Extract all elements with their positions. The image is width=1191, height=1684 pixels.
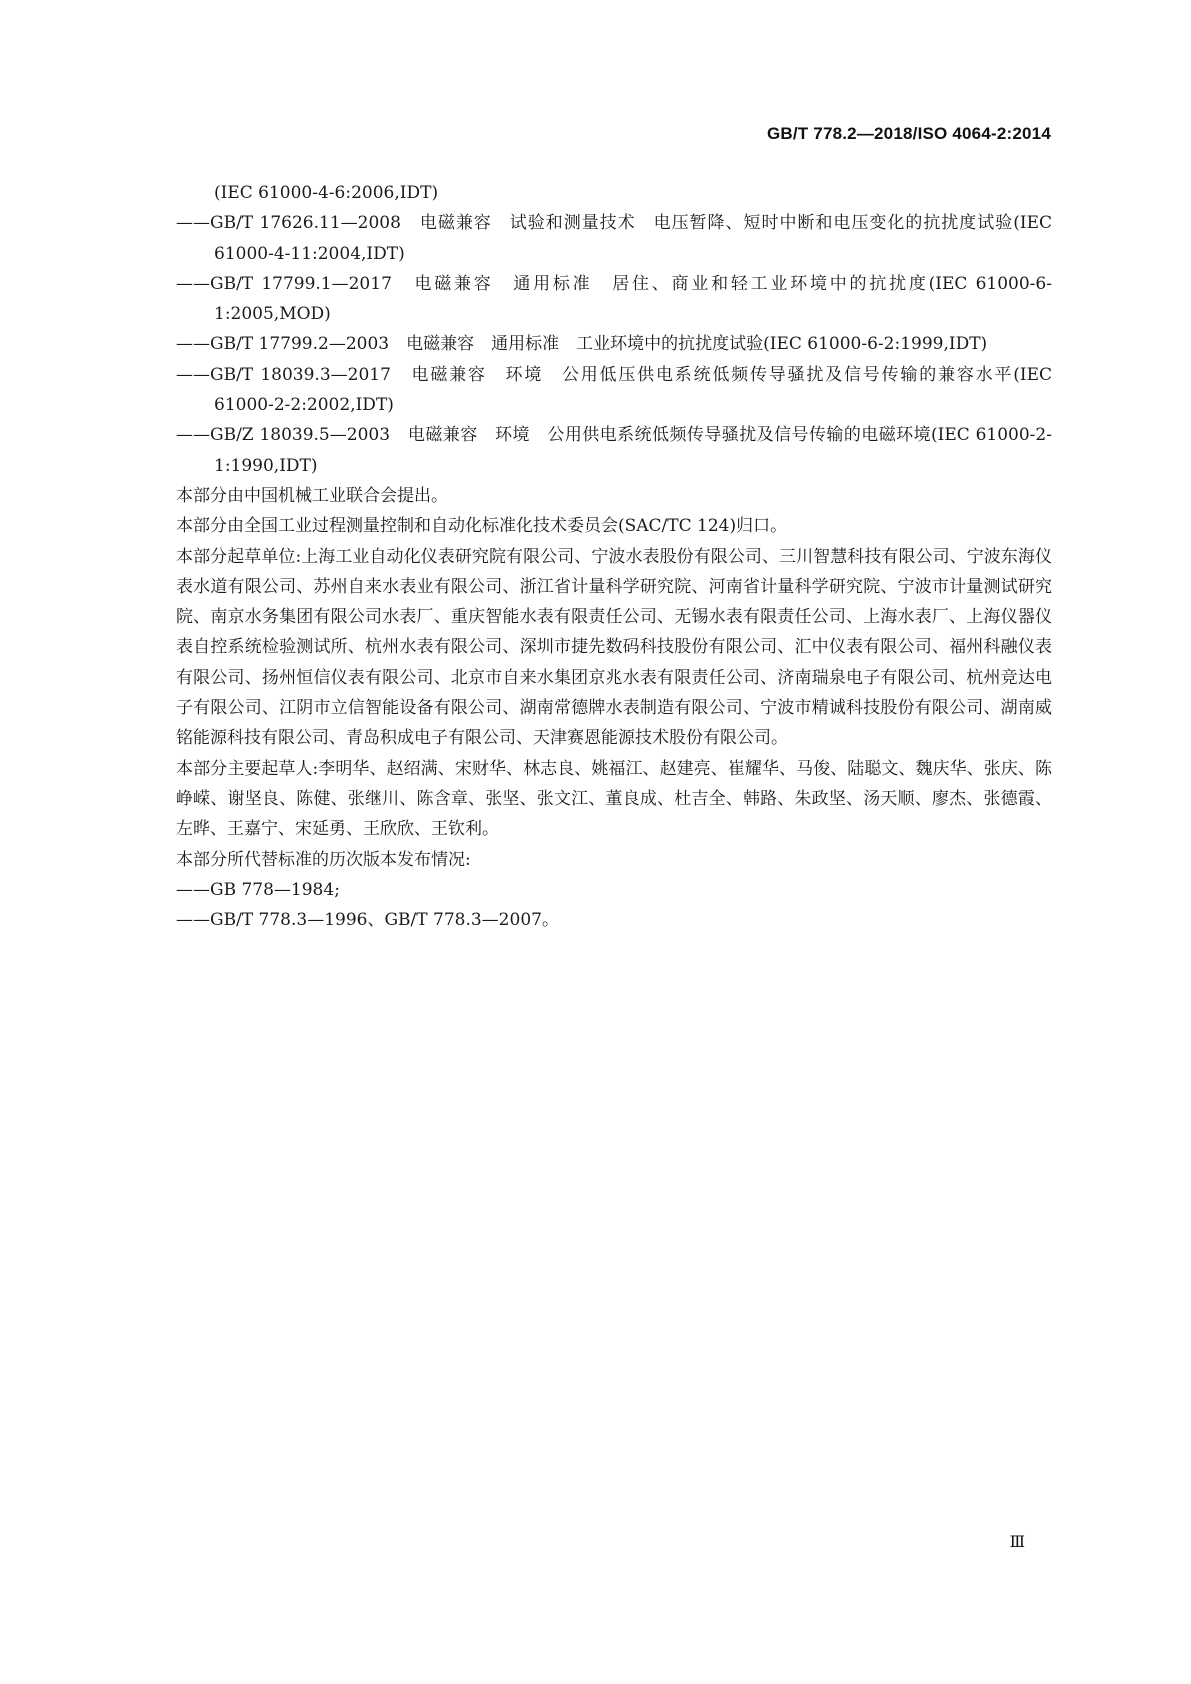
history-intro-paragraph: 本部分所代替标准的历次版本发布情况: <box>176 849 471 870</box>
drafting-units-paragraph: 本部分起草单位:上海工业自动化仪表研究院有限公司、宁波水表股份有限公司、三川智慧科技有限公司、宁波东海仪表水道有限公司、苏州自来水表业有限公司、浙江省计量科学研究院、河南省计量科学研究院、宁波市计量测试研究院、南京水务集团有限公司水表厂、重庆智能水表有限责任公司、无锡水表有限责任公司、上海水表厂、上海仪器仪表自控系统检验测试所、杭州水表有限公司、深圳市捷先数码科技股份有限公司、汇中仪表有限公司、福州科融仪表有限公司、扬州恒信仪表有限公司、北京市自来水集团京兆水表有限责任公司、济南瑞泉电子有限公司、杭州竞达电子有限公司、江阴市立信智能设备有限公司、湖南常德牌水表制造有限公司、宁波市精诚科技股份有限公司、湖南威铭能源科技有限公司、青岛积成电子有限公司、天津赛恩能源技术股份有限公司。 <box>176 546 1052 749</box>
history-item: ——GB/T 778.3—1996、GB/T 778.3—2007。 <box>176 910 559 931</box>
managed-by-paragraph: 本部分由全国工业过程测量控制和自动化标准化技术委员会(SAC/TC 124)归口。 <box>176 516 788 537</box>
reference-item: ——GB/T 17799.1—2017 电磁兼容 通用标准 居住、商业和轻工业环境中的抗扰度(IEC 61000-6-1:2005,MOD) <box>176 273 1052 325</box>
reference-item: ——GB/Z 18039.5—2003 电磁兼容 环境 公用供电系统低频传导骚扰及信号传输的电磁环境(IEC 61000-2-1:1990,IDT) <box>176 425 1052 476</box>
standard-number-header: GB/T 778.2—2018/ISO 4064-2:2014 <box>766 124 1051 143</box>
history-item: ——GB 778—1984; <box>176 879 340 900</box>
reference-item: ——GB/T 18039.3—2017 电磁兼容 环境 公用低压供电系统低频传导骚扰及信号传输的兼容水平(IEC 61000-2-2:2002,IDT) <box>176 364 1052 416</box>
proposed-by-paragraph: 本部分由中国机械工业联合会提出。 <box>176 485 448 506</box>
reference-item: ——GB/T 17799.2—2003 电磁兼容 通用标准 工业环境中的抗扰度试验(IEC 61000-6-2:1999,IDT) <box>176 334 988 355</box>
reference-continuation: (IEC 61000-4-6:2006,IDT) <box>214 183 439 203</box>
main-drafters-paragraph: 本部分主要起草人:李明华、赵绍满、宋财华、林志良、姚福江、赵建亮、崔耀华、马俊、陆聪文、魏庆华、张庆、陈峥嵘、谢坚良、陈健、张继川、陈含章、张坚、张文江、董良成、杜吉全、韩路、朱政坚、汤天顺、廖杰、张德霞、左晔、王嘉宁、宋延勇、王欣欣、王钦利。 <box>176 758 1052 840</box>
reference-item: ——GB/T 17626.11—2008 电磁兼容 试验和测量技术 电压暂降、短时中断和电压变化的抗扰度试验(IEC 61000-4-11:2004,IDT) <box>176 213 1052 264</box>
document-body <box>176 178 1052 935</box>
page-number: Ⅲ <box>1009 1534 1025 1551</box>
